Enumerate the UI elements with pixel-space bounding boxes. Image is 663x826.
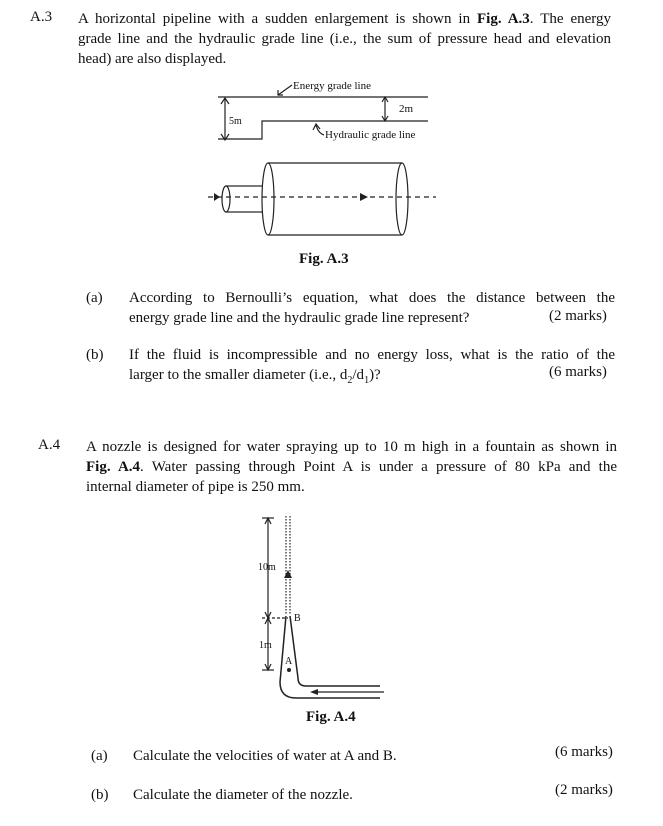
part-a3-b-line-1: If the fluid is incompressible and no energy loss, what is the ratio of the [129,347,615,363]
flow-arrow-inlet [214,193,220,201]
figure-a4 [250,510,400,710]
part-a3-b-label: (b) [86,347,104,363]
dim-label-5m: 5m [229,116,242,127]
point-b-label: B [294,613,301,624]
question-a3-line-2: grade line and the hydraulic grade line (i.e., the sum of pressure head and elevation [78,31,611,47]
part-a3-a-marks: (2 marks) [549,308,607,324]
part-a4-a-text: Calculate the velocities of water at A and B. [133,748,397,764]
large-pipe-start [262,163,274,235]
egl-label: Energy grade line [293,80,371,92]
part-a4-b-label: (b) [91,787,109,803]
hgl-label: Hydraulic grade line [325,129,416,141]
part-a4-b-marks: (2 marks) [555,782,613,798]
question-a4-line-2: Fig. A.4. Water passing through Point A is under a pressure of 80 kPa and the [86,459,617,475]
dim-label-10m: 10m [258,562,276,573]
hgl-pointer [316,125,324,135]
question-a3-text [78,9,611,69]
part-a3-a-line-2: energy grade line and the hydraulic grade line represent? [129,310,470,326]
question-a4-text [86,437,617,497]
part-a3-b-line-2: larger to the smaller diameter (i.e., $d_2/d_1$)? [129,367,381,386]
figure-a3 [200,75,450,245]
large-pipe-end [396,163,408,235]
small-pipe-end [222,186,230,212]
question-a4-line-1: A nozzle is designed for water spraying up to 10 m high in a fountain as shown in [86,439,617,455]
egl-pointer [278,85,292,95]
question-a3-line-1: A horizontal pipeline with a sudden enlargement is shown in Fig. A.3. The energy [78,11,612,27]
part-a3-a-text [129,288,615,328]
fig-ref-a3: Fig. A.3 [477,11,530,27]
question-a4-line-3: internal diameter of pipe is 250 mm. [86,479,305,495]
question-a3-line-3: head) are also displayed. [78,51,227,67]
figure-a4-caption: Fig. A.4 [306,709,356,725]
point-a-label: A [285,656,293,667]
part-a4-b-text: Calculate the diameter of the nozzle. [133,787,353,803]
figure-a3-caption: Fig. A.3 [299,251,349,267]
part-a4-a-marks: (6 marks) [555,744,613,760]
question-number-a4: A.4 [38,437,61,453]
fig-ref-a4: Fig. A.4 [86,459,141,475]
jet-arrow-icon [284,570,292,578]
part-a4-a-label: (a) [91,748,108,764]
pipe-flow-arrow-icon [310,689,318,695]
question-number-a3: A.3 [30,9,53,25]
part-a3-b-marks: (6 marks) [549,364,607,380]
flow-arrow-outlet [360,193,368,201]
dim-label-1m: 1m [259,640,272,651]
part-a3-a-label: (a) [86,290,103,306]
part-a3-a-line-1: According to Bernoulli’s equation, what does the distance between the [129,290,615,306]
pipe-inner-wall [290,616,380,686]
point-a-dot [287,668,291,672]
part-a3-b-text [129,345,615,391]
dim-label-2m: 2m [399,103,414,115]
large-pipe [268,163,402,235]
